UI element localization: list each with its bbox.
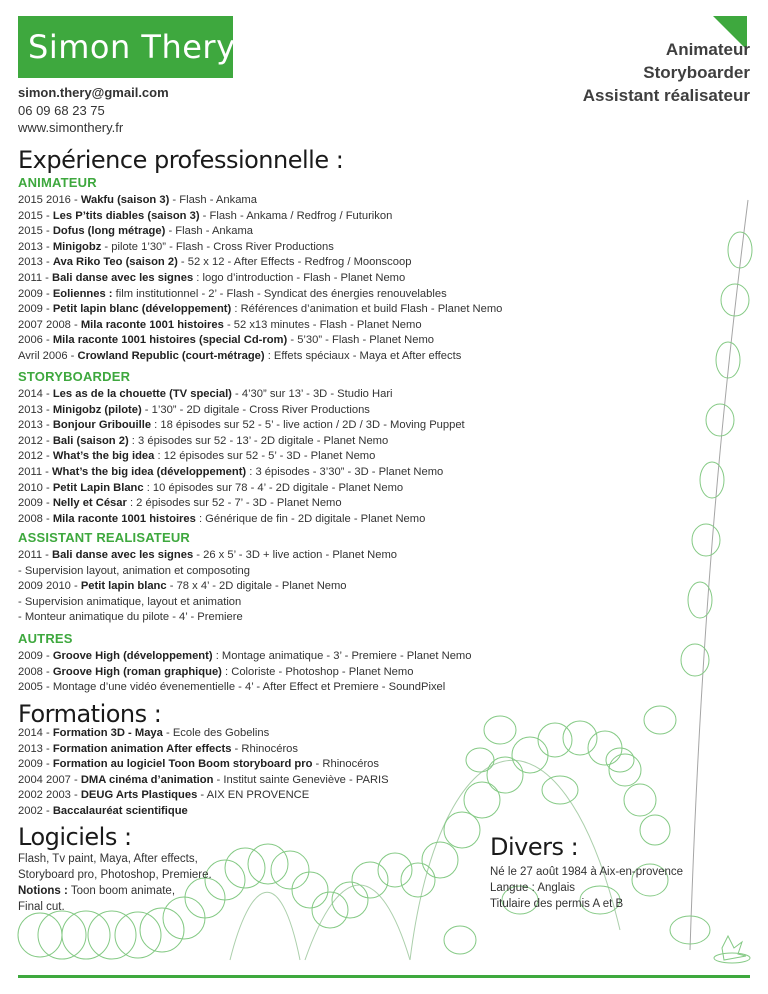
item-year: 2008 - xyxy=(18,512,53,525)
roles-list xyxy=(583,38,750,107)
item-year: 2014 - xyxy=(18,727,53,739)
item-detail: - 52 x 12 - After Effects - Redfrog / Moonscoop xyxy=(177,256,412,269)
item-title: What’s the big idea (développement) xyxy=(52,465,247,478)
item-detail: : logo d’introduction - Flash - Planet Nemo xyxy=(193,271,406,284)
divers-title: Divers : xyxy=(490,833,579,861)
list-item xyxy=(18,788,389,804)
list-formations xyxy=(18,726,389,820)
item-detail: - AIX EN PROVENCE xyxy=(197,789,310,802)
list-item xyxy=(18,512,465,528)
list-item xyxy=(18,649,471,665)
item-title: Formation au logiciel Toon Boom storyboard pro xyxy=(52,758,313,771)
list-item xyxy=(18,302,502,318)
list-item xyxy=(18,449,465,465)
list-animateur xyxy=(18,193,502,365)
name-heading: Simon Thery xyxy=(28,28,236,66)
item-title: DEUG Arts Plastiques xyxy=(80,789,198,802)
list-item xyxy=(18,804,389,820)
notions-value: Toon boom animate, xyxy=(67,885,176,897)
list-item xyxy=(18,287,502,303)
item-title: Bali danse avec les signes xyxy=(52,271,194,284)
item-title: Minigobz (pilote) xyxy=(52,403,142,416)
item-detail: - Flash - Ankama xyxy=(165,225,254,238)
list-item xyxy=(18,255,502,271)
item-year: 2013 - xyxy=(18,742,53,755)
item-year: 2013 - xyxy=(18,403,53,416)
item-detail: film institutionnel - 2’ - Flash - Syndicat des énergies renouvelables xyxy=(112,287,447,300)
category-assistant: ASSISTANT REALISATEUR xyxy=(18,530,191,545)
item-year: 2009 - xyxy=(18,650,53,662)
item-title: Les P’tits diables (saison 3) xyxy=(52,209,200,222)
category-storyboarder: STORYBOARDER xyxy=(18,369,131,384)
list-item xyxy=(18,680,471,696)
item-year: 2011 - xyxy=(18,549,52,561)
logiciels-line: Storyboard pro, Photoshop, Premiere. xyxy=(18,869,212,881)
list-item xyxy=(18,387,465,403)
list-item xyxy=(18,481,465,497)
item-title: Mila raconte 1001 histoires xyxy=(52,512,196,525)
item-year: 2008 - xyxy=(18,665,53,678)
phone-number: 06 09 68 23 75 xyxy=(18,102,105,118)
item-year: 2015 - xyxy=(18,225,53,238)
item-title: Nelly et César xyxy=(52,497,127,510)
item-title: Baccalauréat scientifique xyxy=(52,804,188,817)
item-title: Bali (saison 2) xyxy=(52,434,129,447)
item-detail: - Rhinocéros xyxy=(231,742,298,755)
item-year: 2013 - xyxy=(18,419,53,432)
logiciels-line: Final cut. xyxy=(18,901,65,913)
logiciels-line xyxy=(18,883,212,899)
item-year: 2012 - xyxy=(18,434,53,447)
item-title: What’s the big idea xyxy=(52,450,155,463)
item-detail: : 10 épisodes sur 78 - 4’ - 2D digitale - Planet Nemo xyxy=(143,481,404,494)
item-detail: : Générique de fin - 2D digitale - Planet Nemo xyxy=(195,512,426,525)
item-year: 2005 - xyxy=(18,681,53,694)
item-title: Dofus (long métrage) xyxy=(52,225,166,238)
item-detail: - Supervision animatique, layout et animation xyxy=(18,595,242,608)
website-link[interactable]: www.simonthery.fr xyxy=(18,120,124,135)
item-title: Formation animation After effects xyxy=(52,742,232,755)
item-year: 2013 - xyxy=(18,240,53,253)
role-item: Storyboarder xyxy=(643,63,750,82)
formations-title: Formations : xyxy=(18,700,162,728)
list-item xyxy=(18,564,397,580)
logiciels-line: Flash, Tv paint, Maya, After effects, xyxy=(18,853,198,865)
divers-line: Titulaire des permis A et B xyxy=(490,898,624,910)
item-detail: : Effets spéciaux - Maya et After effects xyxy=(264,349,462,362)
item-detail: - 5’30” - Flash - Planet Nemo xyxy=(287,334,434,347)
item-detail: - 1’30” - 2D digitale - Cross River Productions xyxy=(141,403,370,416)
item-detail: - Rhinocéros xyxy=(312,758,379,771)
item-detail: : 2 épisodes sur 52 - 7’ - 3D - Planet Nemo xyxy=(126,497,342,510)
footer-divider xyxy=(18,975,750,978)
item-title: Crowland Republic (court-métrage) xyxy=(77,349,265,362)
item-year: 2015 2016 - xyxy=(18,194,81,206)
list-item xyxy=(18,595,397,611)
item-title: Mila raconte 1001 histoires xyxy=(80,318,224,331)
list-item xyxy=(18,548,397,564)
item-year: 2007 2008 - xyxy=(18,318,81,331)
item-year: 2011 - xyxy=(18,271,52,284)
logiciels-title: Logiciels : xyxy=(18,823,132,851)
list-item xyxy=(18,726,389,742)
item-year: 2009 - xyxy=(18,287,53,300)
item-detail: - Institut sainte Geneviève - PARIS xyxy=(213,773,389,786)
list-item xyxy=(18,418,465,434)
list-item xyxy=(18,496,465,512)
item-year: 2002 - xyxy=(18,804,53,817)
divers-text xyxy=(490,864,683,912)
item-title: Petit lapin blanc xyxy=(80,580,167,593)
list-item xyxy=(18,403,465,419)
item-title: Bali danse avec les signes xyxy=(52,549,194,561)
item-title: Bonjour Gribouille xyxy=(52,419,152,432)
item-year: 2011 - xyxy=(18,465,52,478)
item-title: Eoliennes : xyxy=(52,287,113,300)
list-item xyxy=(18,209,502,225)
item-title: Wakfu (saison 3) xyxy=(80,194,170,206)
item-detail: - pilote 1’30” - Flash - Cross River Productions xyxy=(101,240,334,253)
experience-title: Expérience professionnelle : xyxy=(18,146,344,174)
item-detail: : Coloriste - Photoshop - Planet Nemo xyxy=(221,665,414,678)
item-year: 2012 - xyxy=(18,450,53,463)
list-item xyxy=(18,665,471,681)
list-autres xyxy=(18,649,471,696)
divers-line: Né le 27 août 1984 à Aix-en-provence xyxy=(490,866,684,878)
list-item xyxy=(18,349,502,365)
item-title: Ava Riko Teo (saison 2) xyxy=(52,256,178,269)
item-detail: - 26 x 5’ - 3D + live action - Planet Nemo xyxy=(193,549,398,561)
item-title: Formation 3D - Maya xyxy=(52,727,163,739)
item-year: 2010 - xyxy=(18,481,53,494)
list-item xyxy=(18,318,502,334)
item-year: 2009 - xyxy=(18,497,53,510)
list-item xyxy=(18,579,397,595)
list-item xyxy=(18,240,502,256)
item-year: Avril 2006 - xyxy=(18,349,78,362)
role-item: Assistant réalisateur xyxy=(582,86,750,105)
list-item xyxy=(18,193,502,209)
item-detail: Montage d’une vidéo évenementielle - 4’ - After Effect et Premiere - SoundPixel xyxy=(52,681,446,694)
list-item xyxy=(18,757,389,773)
item-year: 2006 - xyxy=(18,334,53,347)
logiciels-text xyxy=(18,851,212,915)
list-item xyxy=(18,465,465,481)
item-detail: : 3 épisodes sur 52 - 13’ - 2D digitale - Planet Nemo xyxy=(128,434,389,447)
divers-line: Langue : Anglais xyxy=(490,882,576,894)
item-detail: : Références d’animation et build Flash - Planet Nemo xyxy=(231,303,503,316)
item-year: 2009 - xyxy=(18,303,53,316)
list-item xyxy=(18,610,397,626)
item-detail: - Monteur animatique du pilote - 4’ - Premiere xyxy=(18,611,243,624)
item-year: 2014 - xyxy=(18,388,53,400)
item-year: 2002 2003 - xyxy=(18,789,81,802)
email-link[interactable]: simon.thery@gmail.com xyxy=(18,85,169,100)
item-detail: - Ecole des Gobelins xyxy=(162,727,270,739)
item-year: 2004 2007 - xyxy=(18,773,81,786)
list-item xyxy=(18,742,389,758)
notions-label: Notions : xyxy=(18,885,68,897)
item-detail: - 4’30” sur 13’ - 3D - Studio Hari xyxy=(231,388,393,400)
item-detail: - Supervision layout, animation et composoting xyxy=(18,564,250,577)
list-assistant xyxy=(18,548,397,626)
item-detail: : 18 épisodes sur 52 - 5’ - live action / 2D / 3D - Moving Puppet xyxy=(151,419,465,432)
item-detail: - 78 x 4’ - 2D digitale - Planet Nemo xyxy=(166,580,347,593)
list-item xyxy=(18,434,465,450)
list-item xyxy=(18,224,502,240)
item-detail: : 12 épisodes sur 52 - 5’ - 3D - Planet Nemo xyxy=(154,450,376,463)
role-item: Animateur xyxy=(665,40,750,59)
category-autres: AUTRES xyxy=(18,631,73,646)
contact-info xyxy=(18,84,169,137)
item-detail: : Montage animatique - 3’ - Premiere - Planet Nemo xyxy=(212,650,472,662)
item-title: Minigobz xyxy=(52,240,102,253)
list-item xyxy=(18,271,502,287)
category-animateur: ANIMATEUR xyxy=(18,175,97,190)
item-year: 2013 - xyxy=(18,256,53,269)
item-year: 2009 - xyxy=(18,758,53,771)
item-title: Mila raconte 1001 histoires (special Cd-rom) xyxy=(52,334,288,347)
item-detail: - Flash - Ankama xyxy=(169,194,257,206)
item-year: 2015 - xyxy=(18,209,53,222)
item-title: Les as de la chouette (TV special) xyxy=(52,388,232,400)
item-year: 2009 2010 - xyxy=(18,580,81,593)
item-detail: : 3 épisodes - 3’30” - 3D - Planet Nemo xyxy=(246,465,444,478)
item-title: Petit Lapin Blanc xyxy=(52,481,144,494)
item-detail: - Flash - Ankama / Redfrog / Futurikon xyxy=(199,209,393,222)
list-item xyxy=(18,773,389,789)
name-banner xyxy=(18,16,236,78)
item-title: Groove High (roman graphique) xyxy=(52,665,222,678)
item-title: Petit lapin blanc (développement) xyxy=(52,303,232,316)
item-title: DMA cinéma d’animation xyxy=(80,773,214,786)
list-storyboarder xyxy=(18,387,465,527)
item-detail: - 52 x13 minutes - Flash - Planet Nemo xyxy=(223,318,422,331)
item-title: Groove High (développement) xyxy=(52,650,213,662)
list-item xyxy=(18,333,502,349)
